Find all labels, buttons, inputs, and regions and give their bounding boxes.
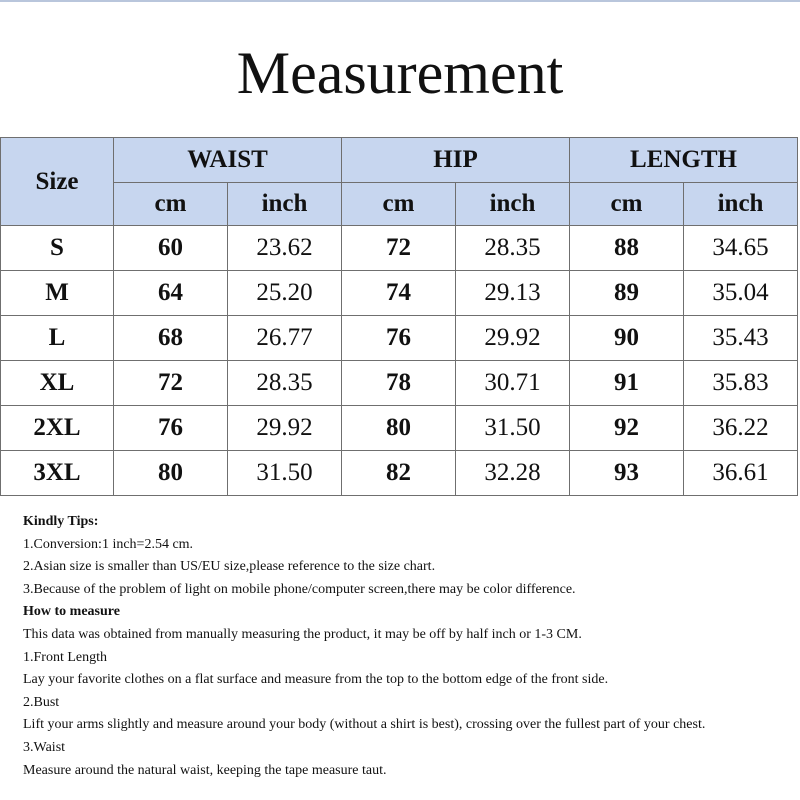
unit-header: inch xyxy=(228,183,342,226)
top-border-line xyxy=(0,0,800,2)
step-text: Lift your arms slightly and measure around your body (without a shirt is best), crossing over the fullest part of your chest. xyxy=(23,717,706,733)
length-inch-cell: 34.65 xyxy=(684,226,798,271)
size-chart-table xyxy=(0,137,798,496)
tip-item: 2.Asian size is smaller than US/EU size,please reference to the size chart. xyxy=(23,559,436,575)
group-header-waist: WAIST xyxy=(114,138,342,183)
hip-cm-cell: 76 xyxy=(342,316,456,361)
length-cm-cell: 89 xyxy=(570,271,684,316)
size-cell: M xyxy=(1,271,114,316)
size-cell: XL xyxy=(1,361,114,406)
page-title: Measurement xyxy=(236,40,564,106)
waist-cm-cell: 76 xyxy=(114,406,228,451)
length-cm-cell: 92 xyxy=(570,406,684,451)
step-text: Lay your favorite clothes on a flat surface and measure from the top to the bottom edge of the front side. xyxy=(23,672,609,688)
length-cm-cell: 91 xyxy=(570,361,684,406)
size-cell: L xyxy=(1,316,114,361)
waist-inch-cell: 28.35 xyxy=(228,361,342,406)
step-title: 2.Bust xyxy=(23,694,60,710)
length-inch-cell: 35.04 xyxy=(684,271,798,316)
table-row xyxy=(1,406,798,451)
tip-item: 3.Because of the problem of light on mobile phone/computer screen,there may be color difference. xyxy=(23,581,576,597)
length-inch-cell: 35.83 xyxy=(684,361,798,406)
waist-cm-cell: 64 xyxy=(114,271,228,316)
tip-item: 1.Conversion:1 inch=2.54 cm. xyxy=(23,536,194,552)
hip-cm-cell: 80 xyxy=(342,406,456,451)
unit-header: inch xyxy=(456,183,570,226)
unit-header: inch xyxy=(684,183,798,226)
waist-inch-cell: 31.50 xyxy=(228,451,342,496)
size-cell: 2XL xyxy=(1,406,114,451)
step-title: 3.Waist xyxy=(23,739,66,755)
unit-header: cm xyxy=(570,183,684,226)
hip-cm-cell: 72 xyxy=(342,226,456,271)
waist-inch-cell: 29.92 xyxy=(228,406,342,451)
tips-section xyxy=(23,511,793,782)
waist-inch-cell: 26.77 xyxy=(228,316,342,361)
length-cm-cell: 88 xyxy=(570,226,684,271)
hip-inch-cell: 32.28 xyxy=(456,451,570,496)
hip-inch-cell: 29.13 xyxy=(456,271,570,316)
table-row xyxy=(1,451,798,496)
size-cell: S xyxy=(1,226,114,271)
length-inch-cell: 35.43 xyxy=(684,316,798,361)
waist-cm-cell: 68 xyxy=(114,316,228,361)
unit-header: cm xyxy=(342,183,456,226)
hip-inch-cell: 28.35 xyxy=(456,226,570,271)
step-title: 1.Front Length xyxy=(23,649,107,665)
hip-inch-cell: 29.92 xyxy=(456,316,570,361)
hip-cm-cell: 78 xyxy=(342,361,456,406)
how-to-measure-heading: How to measure xyxy=(23,604,120,620)
hip-cm-cell: 74 xyxy=(342,271,456,316)
length-inch-cell: 36.22 xyxy=(684,406,798,451)
size-cell: 3XL xyxy=(1,451,114,496)
how-to-intro: This data was obtained from manually measuring the product, it may be off by half inch or 1-3 CM. xyxy=(23,626,582,642)
length-inch-cell: 36.61 xyxy=(684,451,798,496)
group-header-hip: HIP xyxy=(342,138,570,183)
tips-heading: Kindly Tips: xyxy=(23,514,99,529)
group-header-length: LENGTH xyxy=(570,138,798,183)
waist-cm-cell: 80 xyxy=(114,451,228,496)
table-row xyxy=(1,316,798,361)
table-row xyxy=(1,361,798,406)
waist-cm-cell: 72 xyxy=(114,361,228,406)
length-cm-cell: 93 xyxy=(570,451,684,496)
hip-inch-cell: 31.50 xyxy=(456,406,570,451)
unit-header: cm xyxy=(114,183,228,226)
step-text: Measure around the natural waist, keeping the tape measure taut. xyxy=(23,762,387,778)
hip-inch-cell: 30.71 xyxy=(456,361,570,406)
waist-inch-cell: 25.20 xyxy=(228,271,342,316)
table-row xyxy=(1,226,798,271)
hip-cm-cell: 82 xyxy=(342,451,456,496)
waist-cm-cell: 60 xyxy=(114,226,228,271)
waist-inch-cell: 23.62 xyxy=(228,226,342,271)
length-cm-cell: 90 xyxy=(570,316,684,361)
table-row xyxy=(1,271,798,316)
size-column-header: Size xyxy=(1,138,114,226)
